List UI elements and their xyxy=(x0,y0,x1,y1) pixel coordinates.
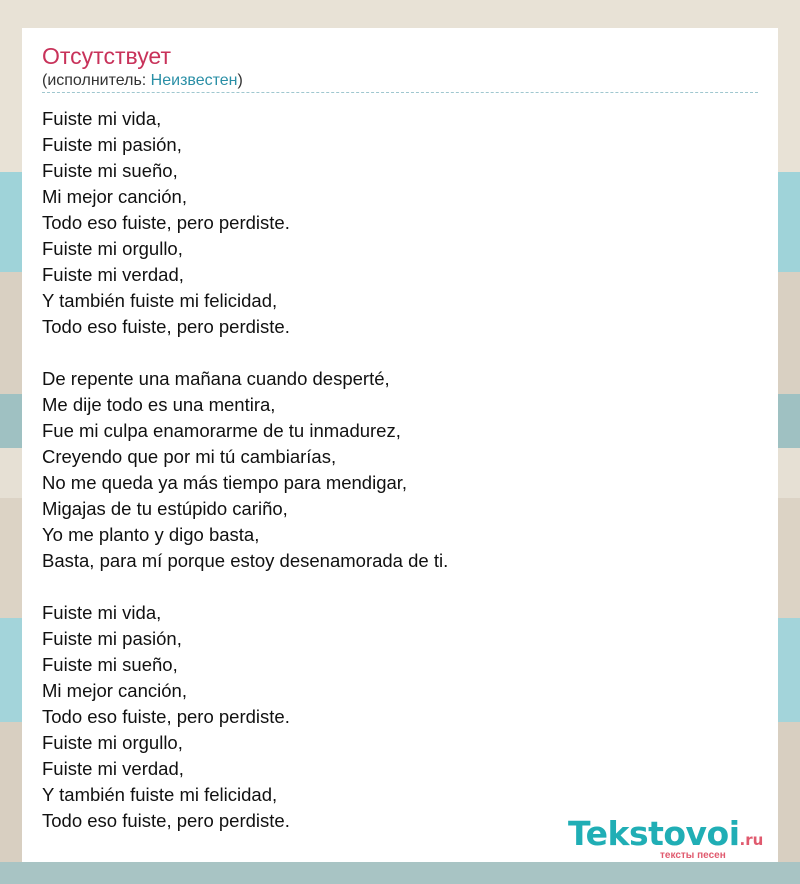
lyric-line: Fuiste mi vida, xyxy=(42,108,162,129)
lyric-line: No me queda ya más tiempo para mendigar, xyxy=(42,472,408,493)
stanza-2 xyxy=(42,366,448,574)
song-title: Отсутствует xyxy=(42,43,171,69)
lyric-line: Yo me planto y digo basta, xyxy=(42,524,260,545)
lyric-line: Basta, para mí porque estoy desenamorada de ti. xyxy=(42,550,449,571)
lyric-line: De repente una mañana cuando desperté, xyxy=(42,368,390,389)
artist-prefix: (исполнитель: xyxy=(42,72,151,89)
lyric-line: Creyendo que por mi tú cambiarías, xyxy=(42,446,337,467)
artist-line xyxy=(42,72,243,90)
lyric-line: Fuiste mi verdad, xyxy=(42,264,184,285)
lyric-line: Mi mejor canción, xyxy=(42,680,187,701)
logo-wordmark: Tekstovoi xyxy=(568,814,740,853)
lyric-line: Todo eso fuiste, pero perdiste. xyxy=(42,212,290,233)
lyric-line: Y también fuiste mi felicidad, xyxy=(42,290,278,311)
lyric-line: Mi mejor canción, xyxy=(42,186,187,207)
artist-suffix: ) xyxy=(237,72,243,89)
lyric-line: Fuiste mi orgullo, xyxy=(42,732,183,753)
lyric-line: Fuiste mi sueño, xyxy=(42,654,178,675)
lyrics-body xyxy=(42,106,448,860)
lyric-line: Fuiste mi pasión, xyxy=(42,628,182,649)
lyric-line: Fuiste mi pasión, xyxy=(42,134,182,155)
lyric-line: Fuiste mi orgullo, xyxy=(42,238,183,259)
site-logo[interactable] xyxy=(568,814,764,861)
lyric-line: Migajas de tu estúpido cariño, xyxy=(42,498,288,519)
lyric-line: Me dije todo es una mentira, xyxy=(42,394,276,415)
stanza-1 xyxy=(42,106,448,340)
logo-tagline: тексты песен xyxy=(660,850,726,861)
lyric-line: Y también fuiste mi felicidad, xyxy=(42,784,278,805)
stanza-3 xyxy=(42,600,448,834)
divider xyxy=(42,92,758,93)
lyric-line: Todo eso fuiste, pero perdiste. xyxy=(42,810,290,831)
lyric-line: Todo eso fuiste, pero perdiste. xyxy=(42,316,290,337)
logo-tld: .ru xyxy=(739,831,764,849)
lyric-line: Fuiste mi sueño, xyxy=(42,160,178,181)
artist-link[interactable]: Неизвестен xyxy=(150,72,238,89)
lyrics-card xyxy=(22,28,778,862)
lyric-line: Fue mi culpa enamorarme de tu inmadurez, xyxy=(42,420,401,441)
lyric-line: Fuiste mi vida, xyxy=(42,602,162,623)
lyric-line: Todo eso fuiste, pero perdiste. xyxy=(42,706,290,727)
lyric-line: Fuiste mi verdad, xyxy=(42,758,184,779)
